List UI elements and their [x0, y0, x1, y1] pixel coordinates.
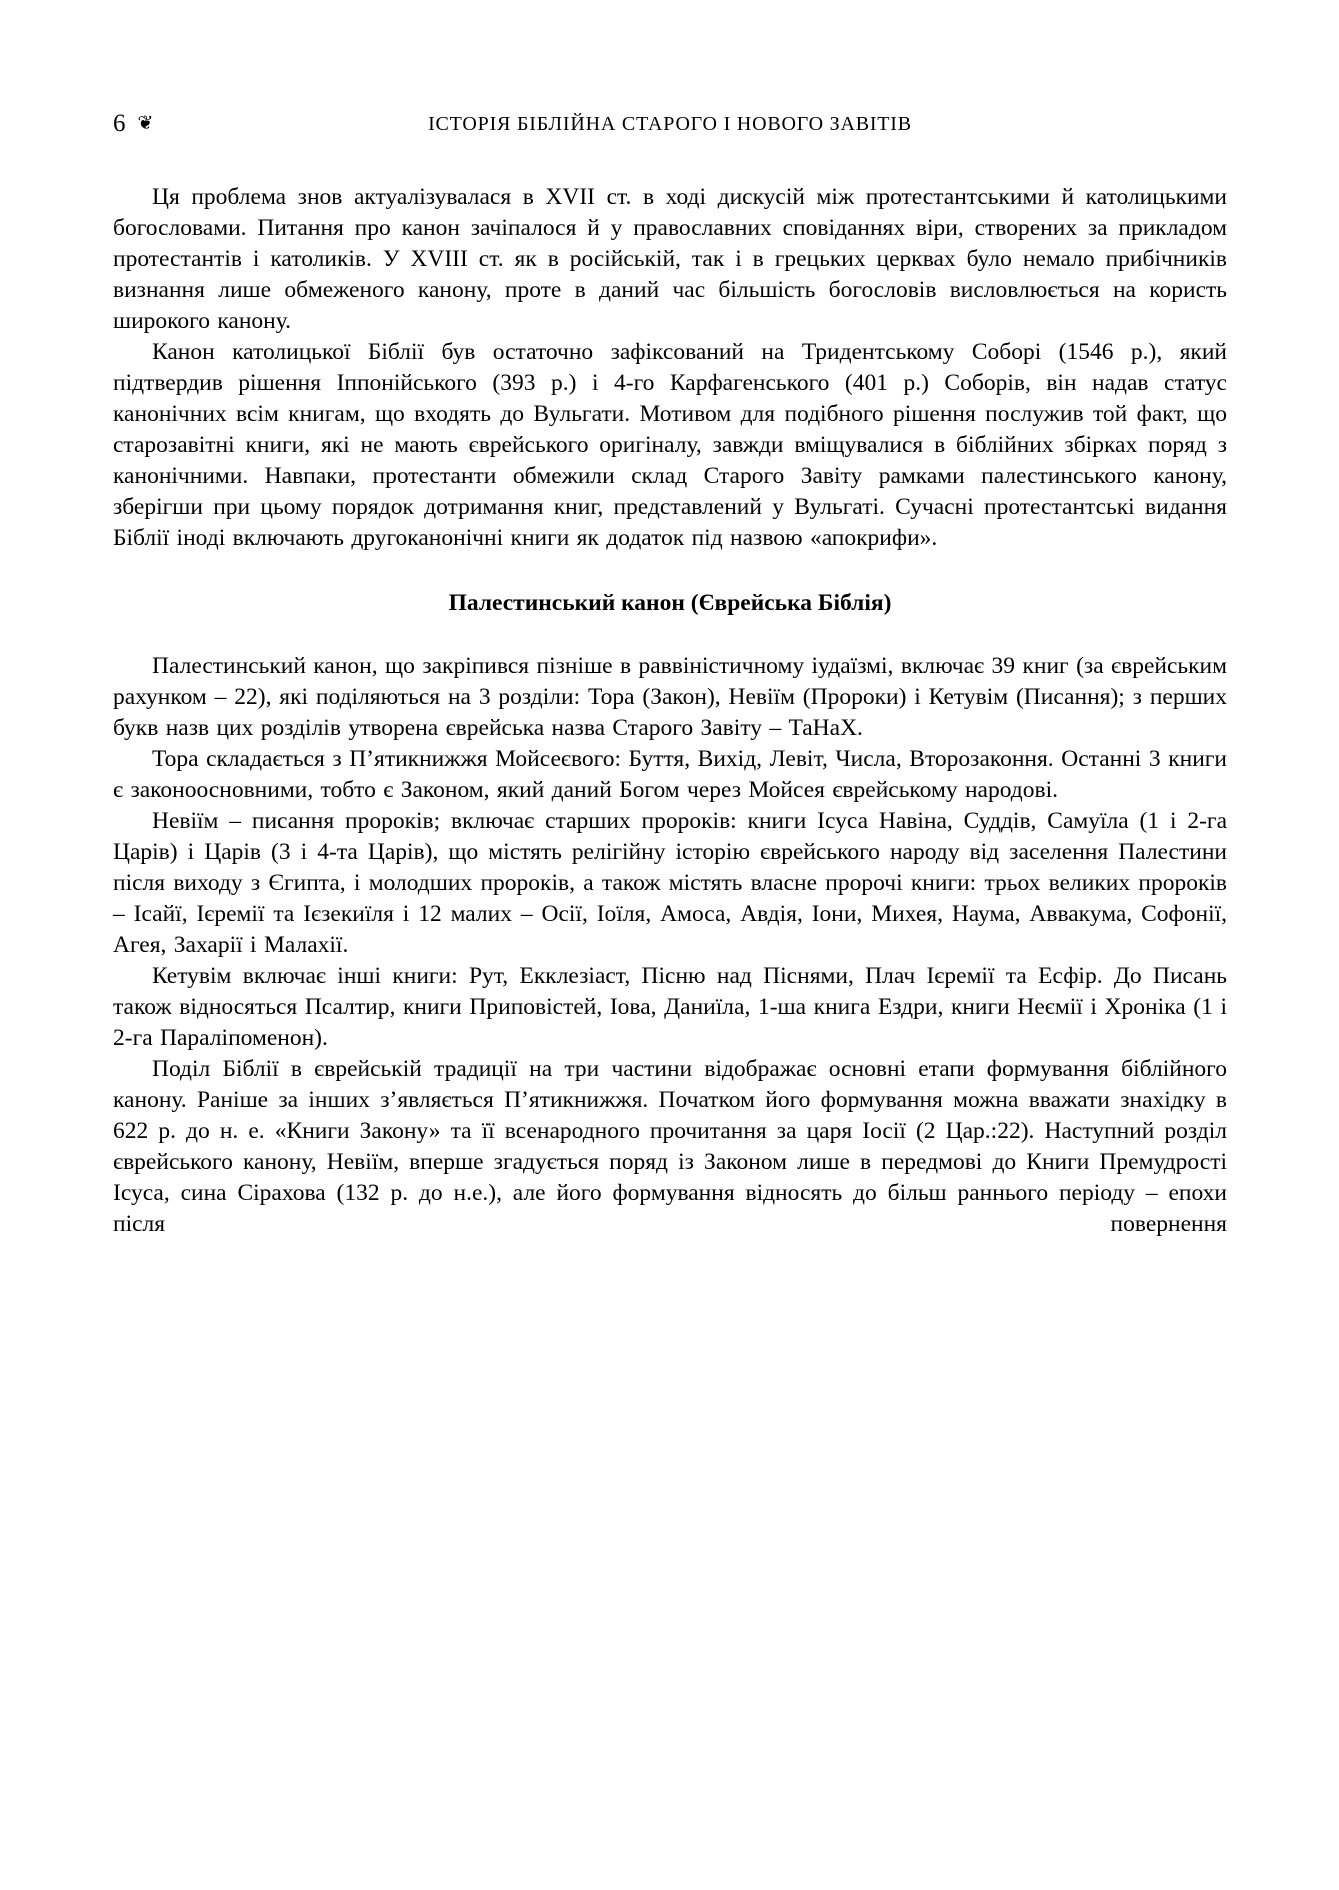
- paragraph: Кетувім включає інші книги: Рут, Екклезіаст, Пісню над Піснями, Плач Ієремії та Есфір. До Писань також відносяться Псалтир, книги Приповістей, Іова, Даниїла, 1-ша книга Ездри, книги Неємії і Хроніка (1 і 2-га Параліпоменон).: [113, 963, 1227, 1051]
- section-heading: Палестинський канон (Єврейська Біблія): [448, 590, 892, 616]
- running-header: [113, 110, 1227, 140]
- paragraph: Канон католицької Біблії був остаточно зафіксований на Тридентському Соборі (1546 р.), який підтвердив рішення Іппонійського (393 р.) і 4-го Карфагенського (401 р.) Соборів, він надав статус канонічних всім книгам, що входять до Вульгати. Мотивом для подібного рішення послужив той факт, що старозавітні книги, які не мають єврейського оригіналу, завжди вміщувалися в біблійних збірках поряд з канонічними. Навпаки, протестанти обмежили склад Старого Завіту рамками палестинського канону, зберігши при цьому порядок дотримання книг, представлений у Вульгаті. Сучасні протестантські видання Біблії іноді включають другоканонічні книги як додаток під назвою «апокрифи».: [113, 339, 1227, 551]
- running-header-title: ІСТОРІЯ БІБЛІЙНА СТАРОГО І НОВОГО ЗАВІТІВ: [428, 113, 912, 135]
- paragraph: Невіїм – писання пророків; включає старших пророків: книги Ісуса Навіна, Суддів, Самуїла (1 і 2-га Царів) і Царів (3 і 4-та Царів), що містять релігійну історію єврейського народу від заселення Палестини після виходу з Єгипта, і молодших пророків, а також містять власне пророчі книги: трьох великих пророків – Ісайї, Ієремії та Ієзекиїля і 12 малих – Осії, Іоїля, Амоса, Авдія, Іони, Михея, Наума, Аввакума, Софонії, Агея, Захарії і Малахії.: [113, 808, 1227, 958]
- page-number-group: [113, 110, 153, 138]
- page-number: 6: [113, 110, 126, 137]
- paragraph: Палестинський канон, що закріпився пізніше в раввіністичному іудаїзмі, включає 39 книг (за єврейським рахунком – 22), які поділяються на 3 розділи: Тора (Закон), Невіїм (Пророки) і Кетувім (Писання); з перших букв назв цих розділів утворена єврейська назва Старого Завіту – ТаНаХ.: [113, 653, 1227, 741]
- paragraph: Ця проблема знов актуалізувалася в XVII ст. в ході дискусій між протестантськими й католицькими богословами. Питання про канон зачіпалося й у православних сповіданнях віри, створених за прикладом протестантів і католиків. У XVIII ст. як в російській, так і в грецьких церквах було немало прибічників визнання лише обмеженого канону, проте в даний час більшість богословів висловлюється на користь широкого канону.: [113, 184, 1227, 334]
- fleuron-icon: ❦: [137, 113, 154, 134]
- body-text: [113, 182, 1227, 1240]
- paragraph: Поділ Біблії в єврейській традиції на три частини відображає основні етапи формування біблійного канону. Раніше за інших з’являється П’ятикнижжя. Початком його формування можна вважати знахідку в 622 р. до н. е. «Книги Закону» та її всенародного прочитання за царя Іосії (2 Цар.:22). Наступний розділ єврейського канону, Невіїм, вперше згадується поряд із Законом лише в передмові до Книги Премудрості Ісуса, сина Сірахова (132 р. до н.е.), але його формування відносять до більш раннього періоду – епохи після повернення: [113, 1056, 1227, 1237]
- paragraph: Тора складається з П’ятикнижжя Мойсеєвого: Буття, Вихід, Левіт, Числа, Второзаконня. Останні 3 книги є законоосновними, тобто є Законом, який даний Богом через Мойсея єврейському народові.: [113, 746, 1227, 803]
